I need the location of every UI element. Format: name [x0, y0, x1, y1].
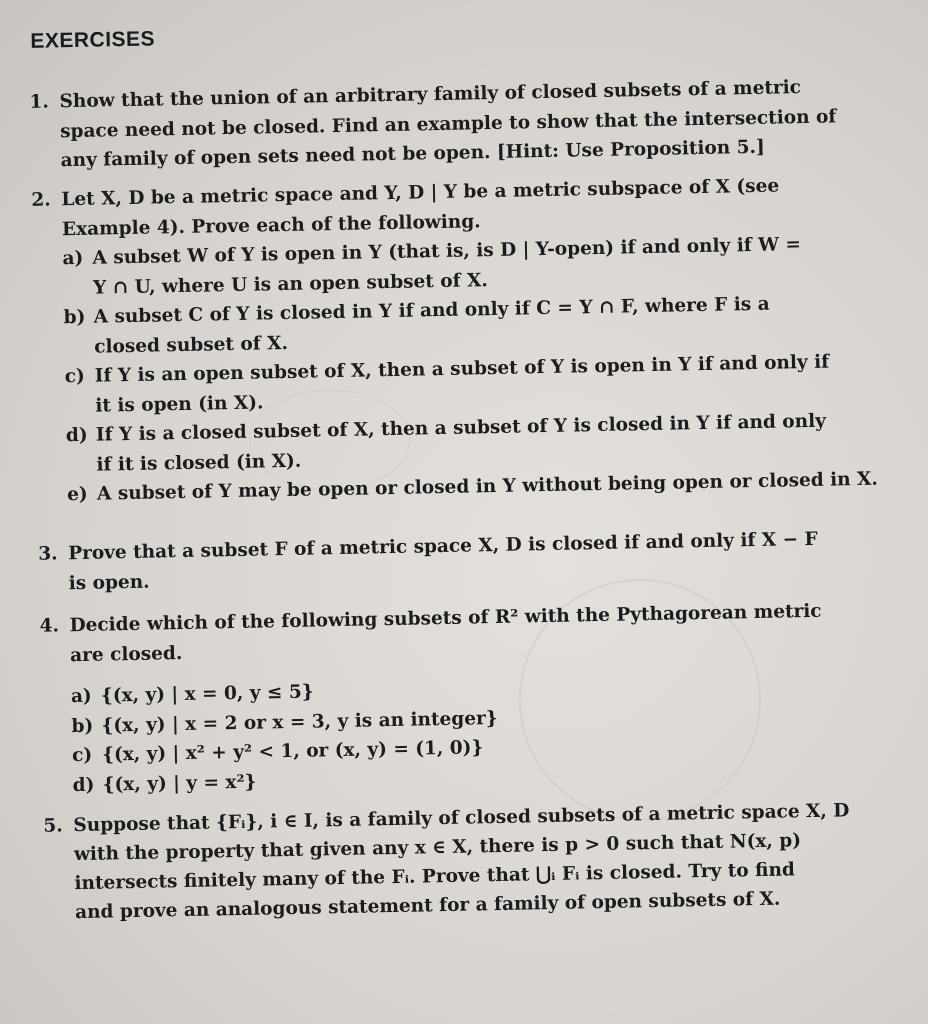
part-text-line: if it is closed (in X). [96, 450, 302, 476]
part-label: b) [63, 306, 86, 329]
exercise-4 [39, 596, 872, 801]
part-label: d) [72, 774, 95, 796]
part-label: c) [64, 365, 86, 388]
set-definition: {(x, y) | x² + y² < 1, or (x, y) = (1, 0)} [101, 737, 484, 766]
set-definition: {(x, y) | y = x²} [102, 771, 257, 796]
part-text-line: If Y is a closed subset of X, then a subset of Y is closed in Y if and only [95, 410, 827, 446]
exercise-text-line: with the property that given any x ∈ X, there is p > 0 such that N(x, p) [73, 830, 802, 866]
part-label: e) [66, 483, 88, 506]
exercise-text-line: space need not be closed. Find an example to show that the intersection of [59, 105, 837, 142]
exercise-text-line: Suppose that {Fᵢ}, i ∈ I, is a family of closed subsets of a metric space X, D [73, 800, 850, 837]
part-text-line: A subset W of Y is open in Y (that is, is D | Y-open) if and only if W = [92, 234, 802, 269]
part-text-line: it is open (in X). [95, 391, 264, 417]
section-heading: EXERCISES [30, 27, 156, 53]
part-label: a) [62, 247, 84, 270]
exercise-number: 1. [29, 91, 50, 113]
exercise-text-line: and prove an analogous statement for a family of open subsets of X. [74, 888, 781, 924]
exercise-text-line: is open. [68, 571, 150, 594]
exercise-number: 4. [39, 615, 60, 637]
set-definition: {(x, y) | x = 2 or x = 3, y is an integer} [101, 707, 498, 737]
exercise-text-line: Prove that a subset F of a metric space X, D is closed if and only if X − F [68, 528, 818, 565]
exercise-text-line: intersects finitely many of the Fᵢ. Prove that ⋃ᵢ Fᵢ is closed. Try to find [74, 859, 796, 895]
exercise-text-line: Let X, D be a metric space and Y, D | Y be a metric subspace of X (see [61, 175, 780, 211]
exercise-number: 5. [43, 815, 63, 837]
exercise-text-line: Decide which of the following subsets of R² with the Pythagorean metric [69, 600, 822, 637]
part-text-line: closed subset of X. [94, 332, 289, 358]
exercise-5 [43, 796, 875, 928]
exercise-number: 2. [31, 189, 51, 211]
part-label: a) [70, 685, 92, 708]
exercise-2 [31, 170, 879, 510]
exercise-text-line: are closed. [69, 642, 183, 666]
part-label: c) [71, 744, 93, 767]
exercise-text-line: Example 4). Prove each of the following. [61, 210, 481, 240]
exercise-text-line: Show that the union of an arbitrary family of closed subsets of a metric [59, 77, 802, 113]
textbook-page [22, 5, 901, 1001]
part-label: b) [71, 715, 94, 737]
part-text-line: Y ∩ U, where U is an open subset of X. [92, 269, 489, 299]
exercise-1 [29, 72, 861, 176]
part-label: d) [65, 424, 88, 447]
exercise-number: 3. [38, 543, 58, 565]
exercise-3 [38, 524, 869, 599]
exercise-text-line: any family of open sets need not be open. [Hint: Use Proposition 5.] [60, 136, 765, 172]
part-text-line: A subset of Y may be open or closed in Y without being open or closed in X. [96, 468, 879, 505]
part-text-line: If Y is an open subset of X, then a subset of Y is open in Y if and only if [94, 351, 830, 387]
set-definition: {(x, y) | x = 0, y ≤ 5} [100, 681, 314, 707]
part-text-line: A subset C of Y is closed in Y if and only if C = Y ∩ F, where F is a [93, 293, 770, 328]
